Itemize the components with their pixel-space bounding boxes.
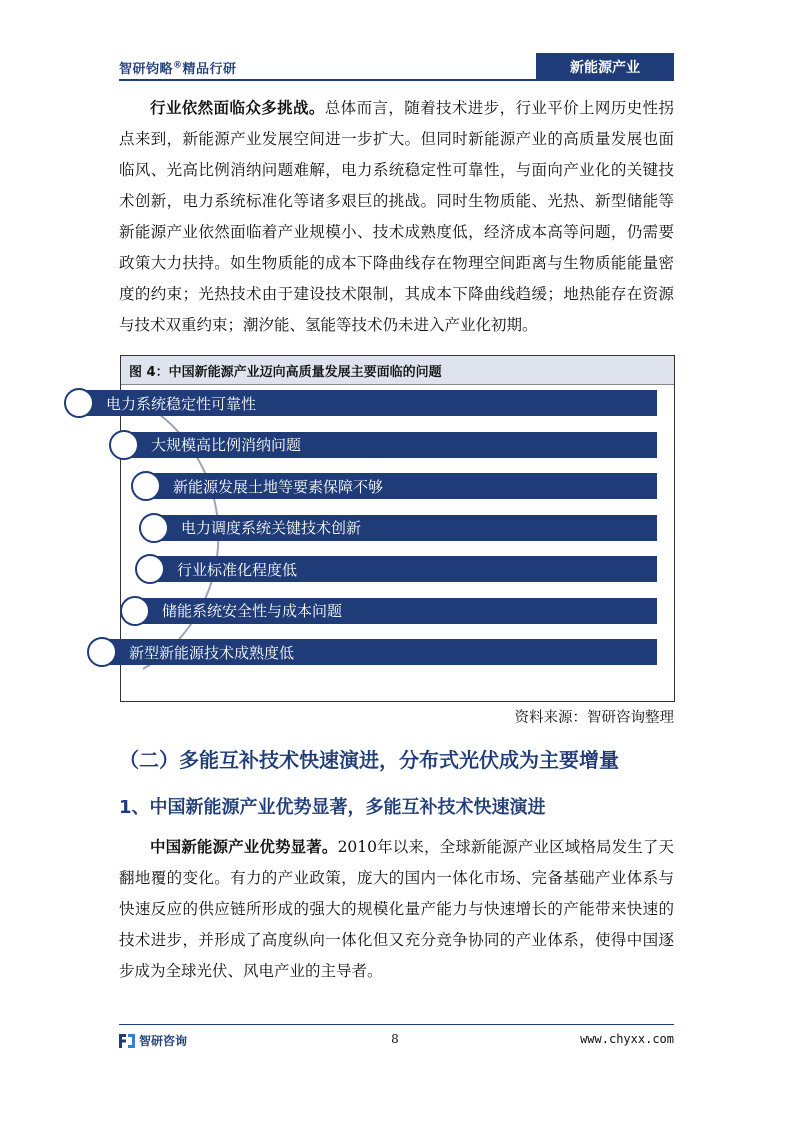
paragraph-challenges-text: 总体而言，随着技术进步，行业平价上网历史性拐点来到，新能源产业发展空间进一步扩大。但同时新能源产业的高质量发展也面临风、光高比例消纳问题难解，电力系统稳定性可靠性，与面向产业化的关键技术创新，电力系统标准化等诸多艰巨的挑战。同时生物质能、光热、新型储能等新能源产业依然面临着产业规模小、技术成熟度低，经济成本高等问题，仍需要政策大力扶持。如生物质能的成本下降曲线存在物理空间距离与生物质能能量密度的约束；光热技术由于建设技术限制，其成本下降曲线趋缓；地热能存在资源与技术双重约束；潮汐能、氢能等技术仍未进入产业化初期。	[119, 99, 674, 334]
section-heading: （二）多能互补技术快速演进，分布式光伏成为主要增量	[119, 748, 619, 772]
footer-logo	[119, 1032, 187, 1049]
footer-logo-text: 智研咨询	[139, 1034, 188, 1048]
registered-mark: ®	[173, 60, 183, 71]
figure-item-7: 新型新能源技术成熟度低	[103, 639, 657, 665]
paragraph-challenges-lead: 行业依然面临众多挑战。	[150, 98, 325, 117]
figure-item-2: 大规模高比例消纳问题	[125, 432, 657, 458]
figure-item-bullet-6	[120, 596, 150, 626]
header-brand-right: 精品行研	[182, 62, 237, 77]
figure-item-bullet-1	[64, 388, 94, 418]
header-brand-left: 智研钧略	[119, 62, 174, 77]
figure-item-bullet-5	[135, 554, 165, 584]
figure-item-1: 电力系统稳定性可靠性	[80, 390, 657, 416]
figure-item-6: 储能系统安全性与成本问题	[136, 598, 657, 624]
paragraph-advantages	[119, 831, 674, 987]
company-logo-icon	[119, 1034, 135, 1048]
paragraph-advantages-text: 2010年以来，全球新能源产业区域格局发生了天翻地覆的变化。有力的产业政策，庞大的国内一体化市场、完备基础产业体系与快速反应的供应链所形成的强大的规模化量产能力与快速增长的产能带来快速的技术进步，并形成了高度纵向一体化但又充分竞争协同的产业体系，使得中国逐步成为全球光伏、风电产业的主导者。	[119, 838, 674, 980]
header-brand	[119, 58, 237, 77]
footer-url: www.chyxx.com	[580, 1032, 674, 1046]
figure-item-5: 行业标准化程度低	[151, 556, 657, 582]
figure-item-4: 电力调度系统关键技术创新	[155, 515, 657, 541]
figure-item-bullet-7	[87, 637, 117, 667]
page-number: 8	[391, 1032, 399, 1046]
paragraph-challenges	[119, 92, 674, 341]
figure-source: 资料来源：智研咨询整理	[514, 710, 674, 726]
figure-item-3: 新能源发展土地等要素保障不够	[147, 473, 657, 499]
subsection-heading: 1、中国新能源产业优势显著，多能互补技术快速演进	[119, 797, 546, 818]
footer-divider	[119, 1024, 674, 1025]
figure-item-bullet-4	[139, 513, 169, 543]
paragraph-advantages-lead: 中国新能源产业优势显著。	[150, 837, 338, 856]
figure-title: 图 4：中国新能源产业迈向高质量发展主要面临的问题	[121, 356, 674, 385]
header-section-label: 新能源产业	[536, 53, 674, 80]
figure-item-bullet-3	[131, 471, 161, 501]
header-divider	[119, 79, 674, 81]
figure-4	[106, 355, 675, 702]
figure-body	[106, 385, 674, 701]
figure-item-bullet-2	[109, 430, 139, 460]
